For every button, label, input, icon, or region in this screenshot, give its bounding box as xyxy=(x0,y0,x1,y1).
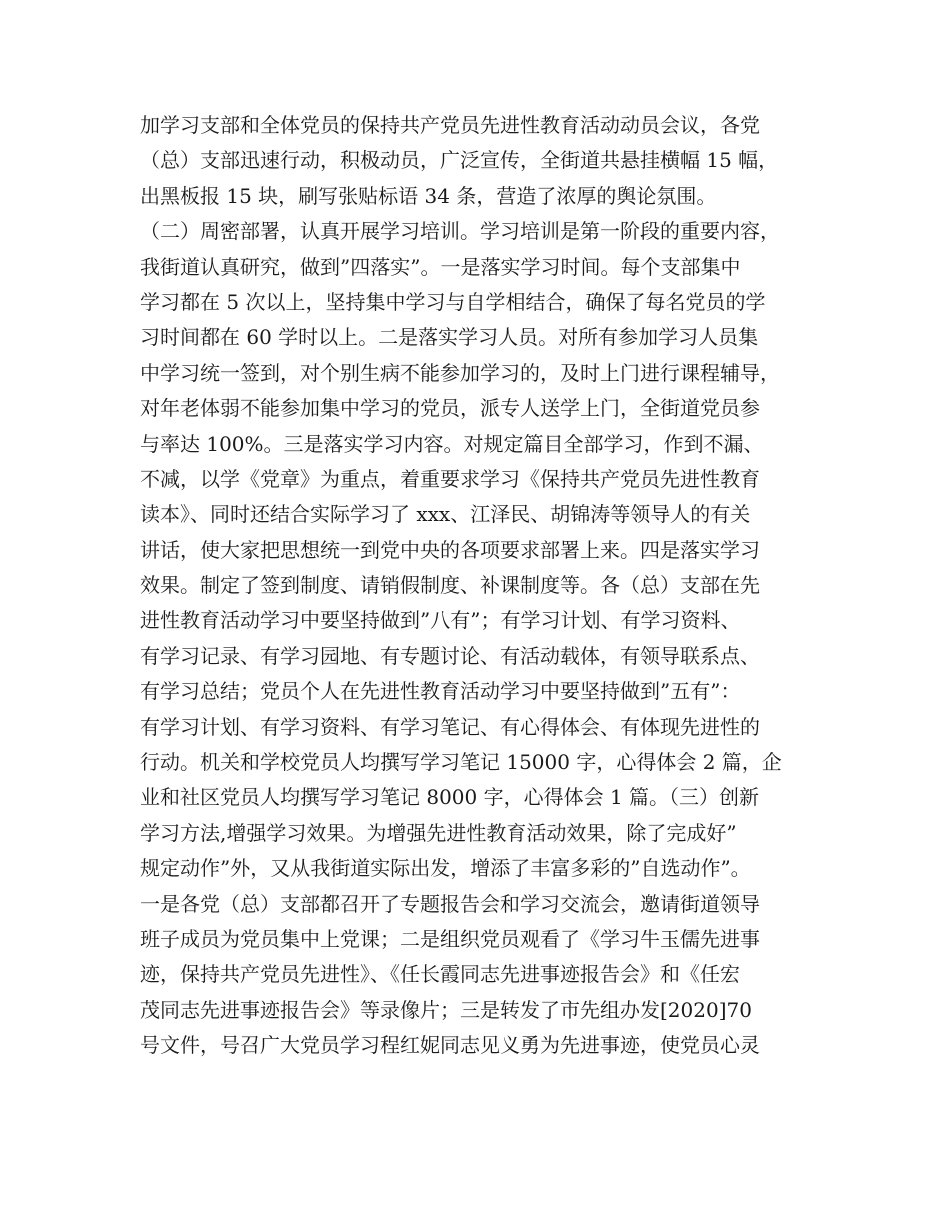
text-line: （二）周密部署，认真开展学习培训。学习培训是第一阶段的重要内容， xyxy=(140,219,780,244)
text-line: 中学习统一签到，对个别生病不能参加学习的，及时上门进行课程辅导， xyxy=(140,360,780,385)
text-line: 不减，以学《党章》为重点，着重要求学习《保持共产党员先进性教育 xyxy=(140,466,760,491)
body-text xyxy=(140,108,830,1064)
text-line: 茂同志先进事迹报告会》等录像片；三是转发了市先组办发[2020]70 xyxy=(140,997,752,1022)
text-line: 号文件，号召广大党员学习程红妮同志见义勇为先进事迹，使党员心灵 xyxy=(140,1033,760,1058)
text-line: 业和社区党员人均撰写学习笔记 8000 字，心得体会 1 篇。（三）创新 xyxy=(140,785,760,810)
text-line: 有学习总结；党员个人在先进性教育活动学习中要坚持做到”五有”： xyxy=(140,679,741,704)
text-line: （总）支部迅速行动，积极动员，广泛宣传，全街道共悬挂横幅 15 幅， xyxy=(140,148,779,173)
text-line: 班子成员为党员集中上党课；二是组织党员观看了《学习牛玉儒先进事 xyxy=(140,926,760,951)
text-line: 进性教育活动学习中要坚持做到”八有”；有学习计划、有学习资料、 xyxy=(140,608,741,633)
text-line: 对年老体弱不能参加集中学习的党员，派专人送学上门，全街道党员参 xyxy=(140,396,760,421)
text-line: 效果。制定了签到制度、请销假制度、补课制度等。各（总）支部在先 xyxy=(140,573,760,598)
text-line: 习时间都在 60 学时以上。二是落实学习人员。对所有参加学习人员集 xyxy=(140,325,759,350)
text-line: 规定动作”外，又从我街道实际出发，增添了丰富多彩的”自选动作”。 xyxy=(140,856,751,881)
text-line: 讲话，使大家把思想统一到党中央的各项要求部署上来。四是落实学习 xyxy=(140,537,760,562)
text-line: 有学习计划、有学习资料、有学习笔记、有心得体会、有体现先进性的 xyxy=(140,714,760,739)
text-line: 我街道认真研究，做到”四落实”。一是落实学习时间。每个支部集中 xyxy=(140,254,741,279)
text-line: 一是各党（总）支部都召开了专题报告会和学习交流会，邀请街道领导 xyxy=(140,891,760,916)
text-line: 学习方法,增强学习效果。为增强先进性教育活动效果，除了完成好” xyxy=(140,820,737,845)
text-line: 有学习记录、有学习园地、有专题讨论、有活动载体，有领导联系点、 xyxy=(140,643,760,668)
text-line: 行动。机关和学校党员人均撰写学习笔记 15000 字，心得体会 2 篇，企 xyxy=(140,750,782,775)
text-line: 学习都在 5 次以上，坚持集中学习与自学相结合，确保了每名党员的学 xyxy=(140,289,766,314)
text-line: 与率达 100%。三是落实学习内容。对规定篇目全部学习，作到不漏、 xyxy=(140,431,764,456)
text-line: 加学习支部和全体党员的保持共产党员先进性教育活动动员会议，各党 xyxy=(140,113,760,137)
text-line: 读本》、同时还结合实际学习了 xxx、江泽民、胡锦涛等领导人的有关 xyxy=(140,502,751,527)
text-line: 迹，保持共产党员先进性》、《任长霞同志先进事迹报告会》和《任宏 xyxy=(140,962,740,987)
text-line: 出黑板报 15 块，刷写张贴标语 34 条，营造了浓厚的舆论氛围。 xyxy=(140,183,717,208)
